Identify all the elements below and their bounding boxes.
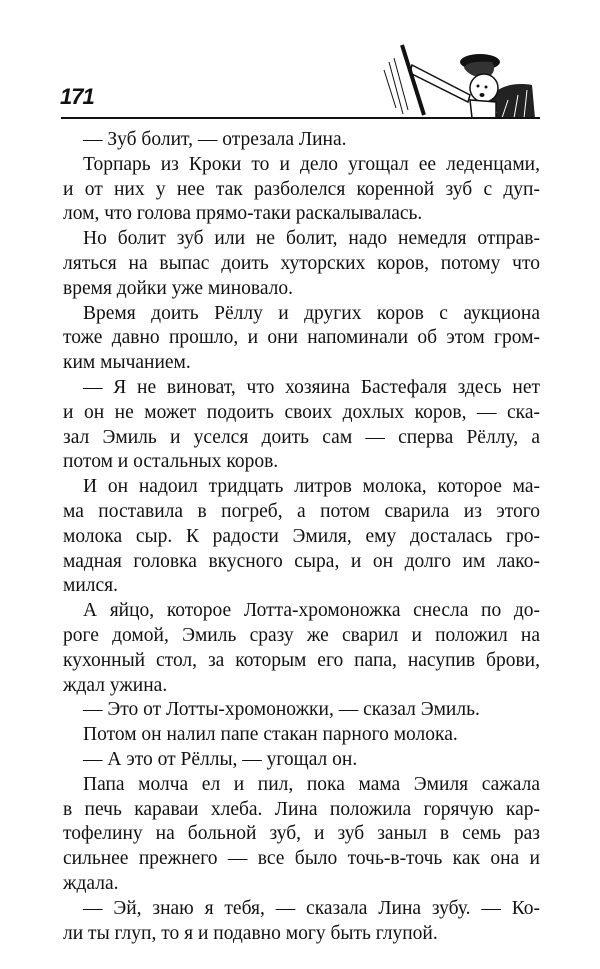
text-line: мадная головка вкусного сыра, и он долго им лако-: [63, 550, 540, 572]
paragraph: [63, 153, 540, 227]
paragraph: [63, 897, 540, 947]
header-rule: [61, 117, 540, 119]
text-line: ждал ужина.: [63, 674, 168, 696]
text-line: ждала.: [63, 872, 119, 894]
paragraph: [63, 302, 540, 376]
text-line: — А это от Рёллы, — угощал он.: [83, 748, 358, 770]
text-line: Время доить Рёллу и других коров с аукциона: [83, 302, 540, 324]
paragraph: [63, 376, 540, 475]
text-line: ма поставила в погреб, а потом сварила из этого: [63, 500, 540, 522]
body-text: [63, 128, 540, 946]
paragraph: [63, 599, 540, 698]
text-line: — Эй, знаю я тебя, — сказала Лина зубу. — Ко-: [83, 897, 540, 919]
text-line: мился.: [63, 575, 119, 597]
page-number: 171: [60, 84, 94, 109]
text-line: в печь караваи хлеба. Лина положила горячую кар-: [63, 798, 540, 820]
text-line: — Это от Лотты-хромоножки, — сказал Эмиль.: [83, 699, 480, 721]
text-line: время дойки уже миновало.: [63, 277, 294, 299]
paragraph: [63, 475, 540, 599]
text-line: и от них у нее так разболелся коренной зуб с дуп-: [63, 178, 540, 200]
text-line: — Зуб болит, — отрезала Лина.: [83, 129, 347, 150]
text-line: тоже давно прошло, и они напоминали об этом гром-: [63, 327, 540, 349]
text-line: лом, что голова прямо-таки раскалывалась.: [63, 203, 423, 225]
text-line: молока сыр. К радости Эмиля, ему досталась гро-: [63, 525, 540, 547]
text-line: кухонный стол, за которым его папа, насупив брови,: [63, 649, 540, 671]
text-line: Торпарь из Кроки то и дело угощал ее леденцами,: [83, 153, 540, 175]
text-line: сильнее прежнего — все было точь-в-точь как она и: [63, 848, 540, 870]
paragraph: [63, 773, 540, 897]
text-line: Но болит зуб или не болит, надо немедля отправ-: [83, 228, 540, 250]
paragraph: [63, 698, 540, 723]
text-line: ким мычанием.: [63, 352, 191, 374]
text-line: — Я не виноват, что хозяина Бастефаля здесь нет: [83, 376, 540, 398]
paragraph: [63, 128, 540, 153]
paragraph: [63, 227, 540, 301]
text-line: ляться на выпас доить хуторских коров, потому что: [63, 252, 540, 274]
text-line: ли ты глуп, то я и подавно могу быть глупой.: [63, 922, 438, 944]
text-line: зал Эмиль и уселся доить сам — сперва Рёллу, а: [63, 426, 540, 448]
text-line: потом и остальных коров.: [63, 451, 279, 473]
text-line: и он не может подоить своих дохлых коров, — ска-: [63, 401, 540, 423]
text-line: тофелину на больной зуб, и зуб заныл в семь раз: [63, 823, 540, 845]
paragraph: [63, 748, 540, 773]
text-line: Потом он налил папе стакан парного молока.: [83, 724, 458, 746]
text-line: Папа молча ел и пил, пока мама Эмиля сажала: [83, 773, 540, 795]
text-line: И он надоил тридцать литров молока, которое ма-: [83, 476, 540, 498]
paragraph: [63, 723, 540, 748]
text-line: роге домой, Эмиль сразу же сварил и положил на: [63, 624, 540, 646]
text-line: А яйцо, которое Лотта-хромоножка снесла по до-: [83, 600, 540, 622]
chimney-sweep-illustration-icon: [372, 40, 537, 120]
